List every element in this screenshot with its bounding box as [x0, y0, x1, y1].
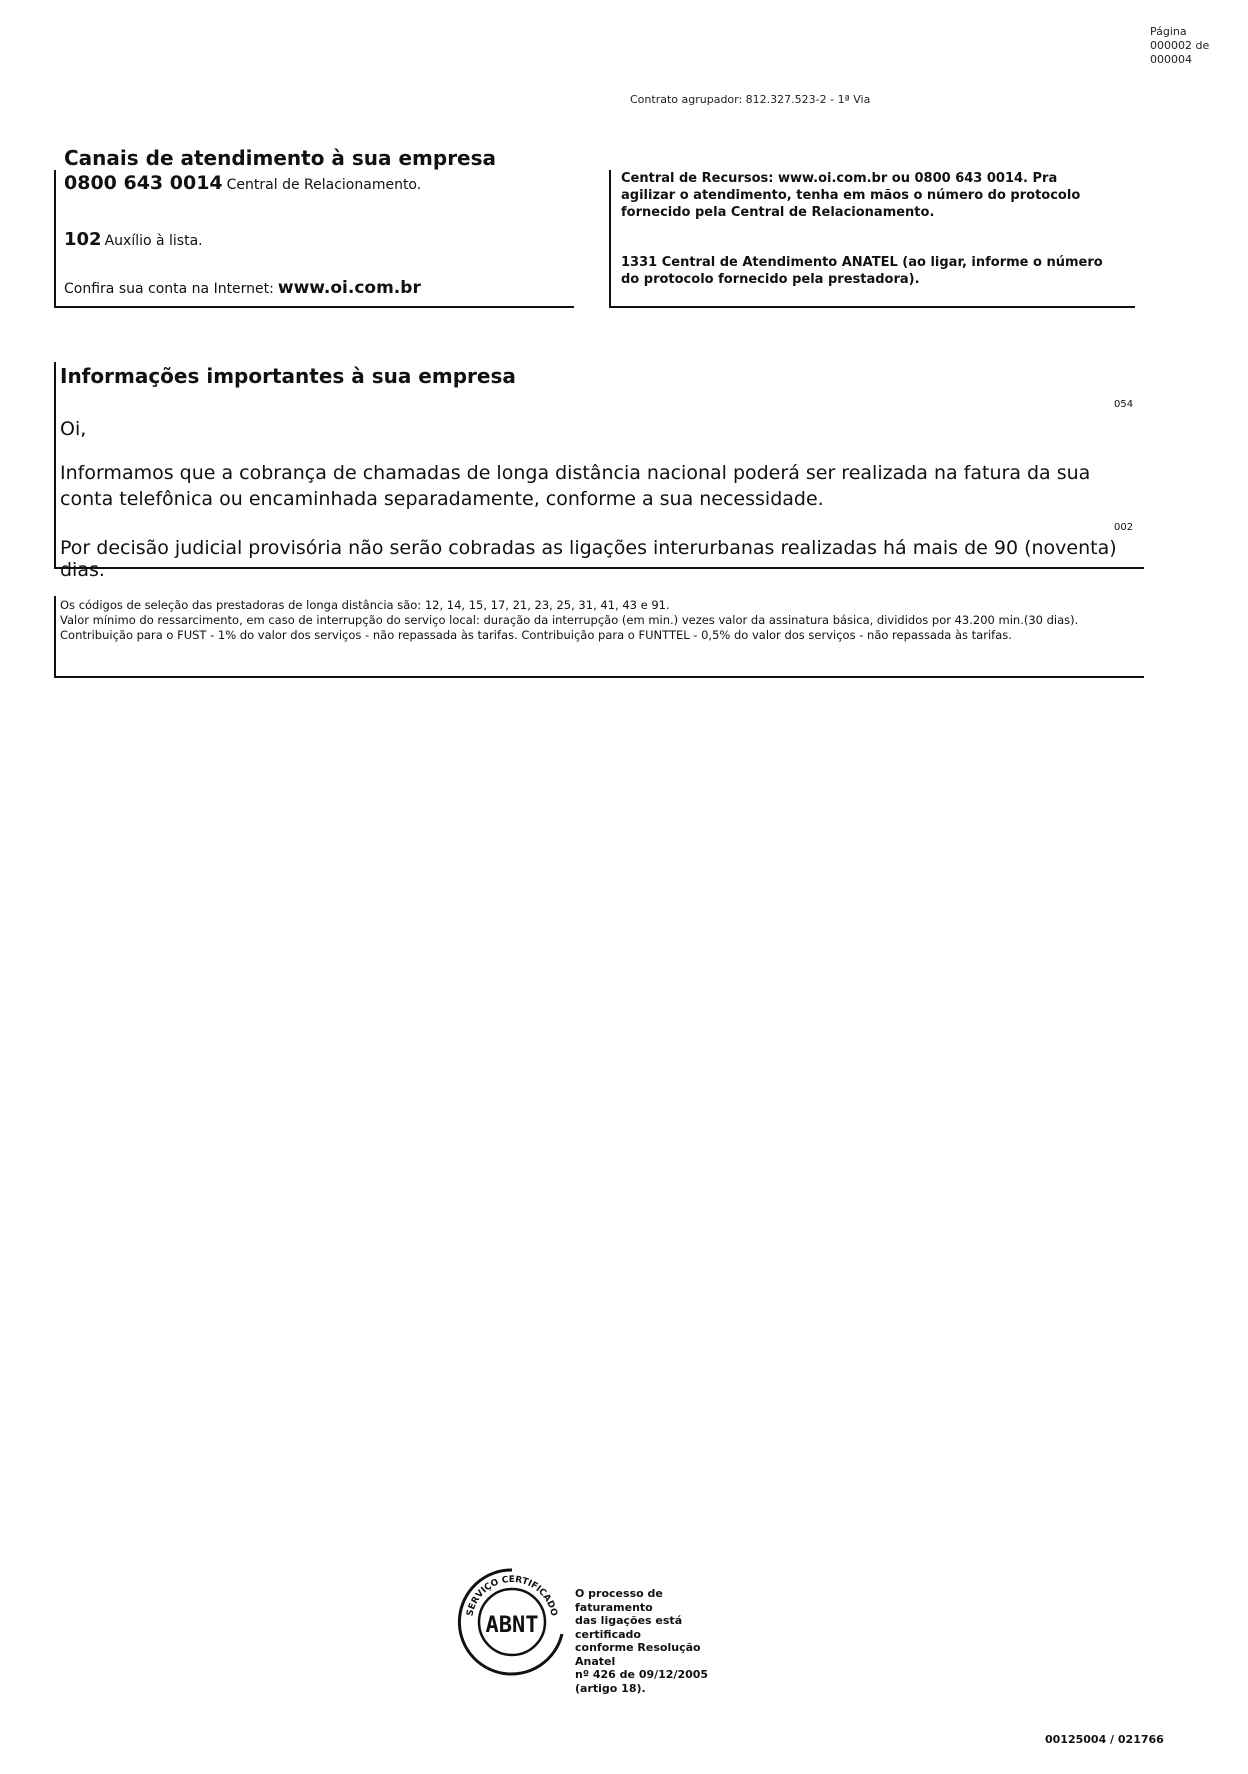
- cert-line-2: das ligações está certificado: [575, 1614, 683, 1641]
- abnt-seal-icon: [452, 1562, 572, 1682]
- main-phone-line: [64, 172, 421, 194]
- aux-number: 102: [64, 229, 102, 250]
- cert-line-3: conforme Resolução Anatel: [575, 1641, 701, 1668]
- info-title: Informações importantes à sua empresa: [60, 364, 516, 388]
- fine-print-line-2: Valor mínimo do ressarcimento, em caso de interrupção do serviço local: duração da interrupção (em min.) vezes valor da assinatura básica, divididos por 43.200 min.(30 dias).: [60, 613, 1079, 627]
- main-phone-number: 0800 643 0014: [64, 172, 223, 194]
- resources-text: Central de Recursos: www.oi.com.br ou 0800 643 0014. Pra agilizar o atendimento, tenha em mãos o número do protocolo fornecido pela Central de Relacionamento.: [621, 171, 1081, 220]
- info-paragraph-2: Por decisão judicial provisória não serão cobradas as ligações interurbanas realizadas há mais de 90 (noventa) dias.: [60, 537, 1117, 581]
- footer-code: 00125004 / 021766: [1045, 1733, 1164, 1746]
- seal-abnt-text: ABNT: [485, 1613, 539, 1638]
- fine-print: [60, 598, 1150, 643]
- web-prefix: Confira sua conta na Internet:: [64, 281, 274, 297]
- page-current: 000002 de: [1150, 39, 1210, 52]
- fine-print-line-3: Contribuição para o FUST - 1% do valor dos serviços - não repassada às tarifas. Contribuição para o FUNTTEL - 0,5% do valor dos serviços - não repassada às tarifas.: [60, 628, 1012, 642]
- aux-line: [64, 229, 203, 250]
- contract-number: Contrato agrupador: 812.327.523-2 - 1ª Via: [630, 93, 871, 106]
- cert-line-5: (artigo 18).: [575, 1681, 646, 1695]
- info-code-b: 002: [1114, 522, 1134, 533]
- aux-desc: Auxílio à lista.: [104, 233, 203, 249]
- fine-print-line-1: Os códigos de seleção das prestadoras de longa distância são: 12, 14, 15, 17, 21, 23, 25, 31, 41, 43 e 91.: [60, 598, 670, 612]
- greeting: Oi,: [60, 418, 87, 440]
- certification-text: [575, 1587, 735, 1695]
- web-line: [64, 278, 421, 298]
- page-indicator: [1150, 25, 1230, 67]
- web-url-link[interactable]: www.oi.com.br: [277, 278, 421, 298]
- page-total: 000004: [1150, 53, 1192, 66]
- cert-line-4: nº 426 de 09/12/2005: [575, 1668, 709, 1681]
- info-code-a: 054: [1114, 399, 1134, 410]
- info-paragraph-1: Informamos que a cobrança de chamadas de longa distância nacional poderá ser realizada na fatura da sua conta telefônica ou encaminhada separadamente, conforme a sua necessidade.: [60, 462, 1091, 510]
- channels-title: Canais de atendimento à sua empresa: [64, 146, 497, 170]
- page-label: Página: [1150, 25, 1187, 38]
- seal-ring-text: SERVIÇO CERTIFICADO: [465, 1574, 559, 1618]
- cert-line-1: O processo de faturamento: [575, 1587, 663, 1614]
- anatel-text: 1331 Central de Atendimento ANATEL (ao ligar, informe o número do protocolo fornecido pela prestadora).: [621, 255, 1103, 287]
- main-phone-desc: Central de Relacionamento.: [226, 177, 422, 193]
